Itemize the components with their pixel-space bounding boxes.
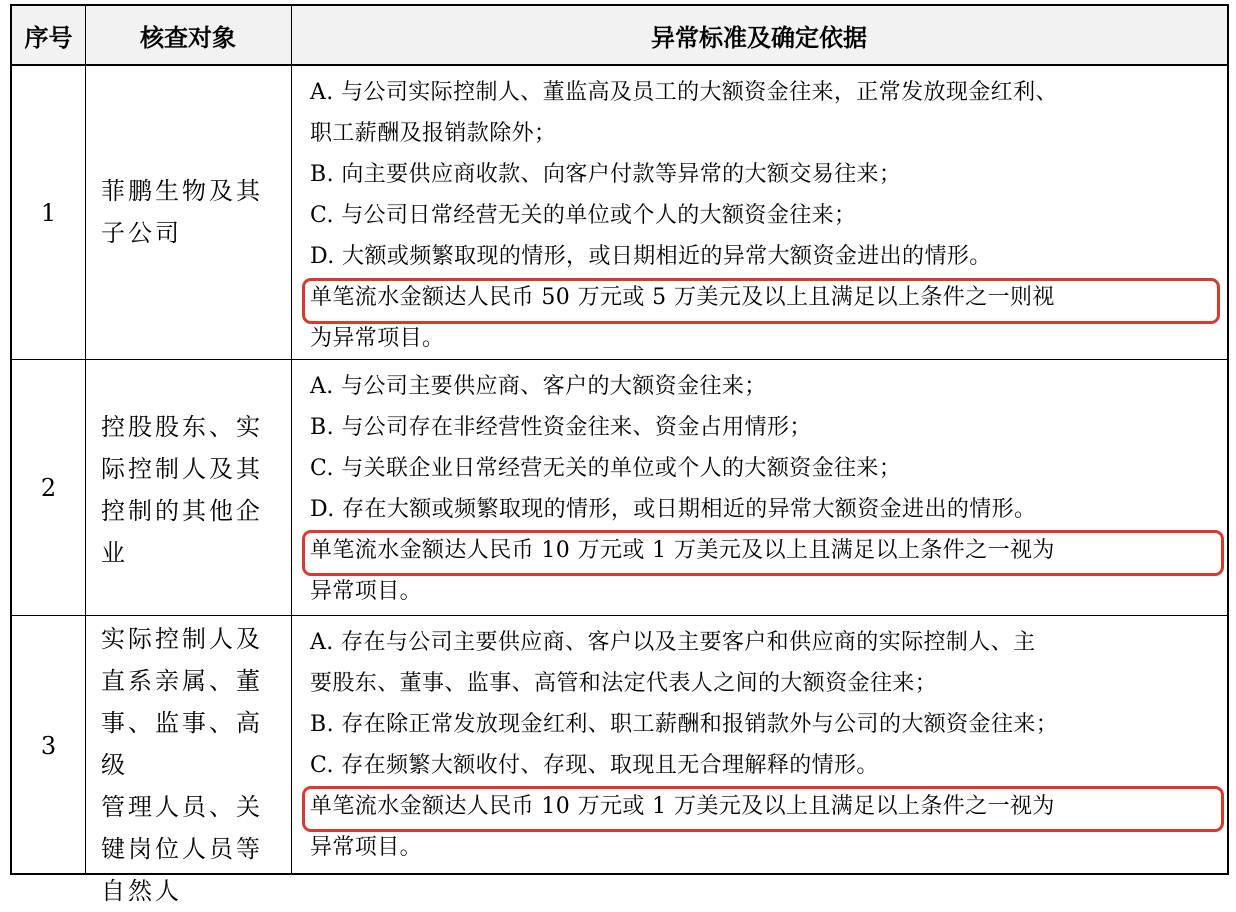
highlight-box bbox=[302, 278, 1220, 324]
criteria-line: C. 存在频繁大额收付、存现、取现且无合理解释的情形。 bbox=[310, 753, 879, 778]
object-line: 自然人 bbox=[101, 877, 182, 905]
criteria-line: 为异常项目。 bbox=[310, 326, 445, 351]
criteria-line: 单笔流水金额达人民币 10 万元或 1 万美元及以上且满足以上条件之一视为 bbox=[310, 538, 1055, 563]
object-line: 控股股东、实 bbox=[101, 413, 263, 441]
criteria-line: 要股东、董事、监事、高管和法定代表人之间的大额资金往来； bbox=[310, 671, 938, 696]
row-divider bbox=[12, 615, 1227, 616]
table-header bbox=[12, 6, 1227, 66]
criteria-line: D. 存在大额或频繁取现的情形，或日期相近的异常大额资金进出的情形。 bbox=[310, 497, 1037, 522]
row-3-seq: 3 bbox=[40, 731, 57, 760]
criteria-line: 职工薪酬及报销款除外； bbox=[310, 121, 557, 146]
row-1-object bbox=[101, 170, 283, 254]
row-divider bbox=[12, 359, 1227, 360]
criteria-line: A. 存在与公司主要供应商、客户以及主要客户和供应商的实际控制人、主 bbox=[310, 630, 1036, 655]
criteria-line: 单笔流水金额达人民币 50 万元或 5 万美元及以上且满足以上条件之一则视 bbox=[310, 285, 1055, 310]
highlight-box bbox=[302, 786, 1224, 832]
object-line: 菲鹏生物及其 bbox=[101, 177, 263, 205]
header-criteria: 异常标准及确定依据 bbox=[651, 22, 867, 52]
criteria-line: 单笔流水金额达人民币 10 万元或 1 万美元及以上且满足以上条件之一视为 bbox=[310, 794, 1055, 819]
row-2-object bbox=[101, 406, 283, 574]
row-3-object bbox=[101, 618, 283, 912]
criteria-line: A. 与公司主要供应商、客户的大额资金往来； bbox=[310, 374, 767, 399]
highlight-box bbox=[302, 530, 1224, 576]
object-line: 管理人员、关 bbox=[101, 793, 263, 821]
row-1-seq: 1 bbox=[40, 198, 57, 227]
verification-table bbox=[10, 4, 1229, 905]
object-line: 子公司 bbox=[101, 219, 182, 247]
criteria-line: D. 大额或频繁取现的情形，或日期相近的异常大额资金进出的情形。 bbox=[310, 244, 992, 269]
column-divider bbox=[291, 6, 292, 873]
criteria-line: B. 与公司存在非经营性资金往来、资金占用情形； bbox=[310, 415, 812, 440]
object-line: 直系亲属、董 bbox=[101, 667, 263, 695]
object-line: 事、监事、高级 bbox=[101, 709, 263, 779]
criteria-line: C. 与关联企业日常经营无关的单位或个人的大额资金往来； bbox=[310, 456, 902, 481]
criteria-line: 异常项目。 bbox=[310, 835, 423, 860]
object-line: 业 bbox=[101, 539, 128, 567]
header-seq: 序号 bbox=[24, 22, 73, 52]
criteria-line: B. 存在除正常发放现金红利、职工薪酬和报销款外与公司的大额资金往来； bbox=[310, 712, 1059, 737]
row-2-seq: 2 bbox=[40, 473, 57, 502]
column-divider bbox=[85, 6, 86, 873]
criteria-line: B. 向主要供应商收款、向客户付款等异常的大额交易往来； bbox=[310, 162, 902, 187]
header-object: 核查对象 bbox=[140, 22, 236, 52]
criteria-line: A. 与公司实际控制人、董监高及员工的大额资金往来，正常发放现金红利、 bbox=[310, 80, 1058, 105]
object-line: 控制的其他企 bbox=[101, 497, 263, 525]
object-line: 键岗位人员等 bbox=[101, 835, 263, 863]
criteria-line: 异常项目。 bbox=[310, 579, 423, 604]
object-line: 实际控制人及 bbox=[101, 625, 263, 653]
criteria-line: C. 与公司日常经营无关的单位或个人的大额资金往来； bbox=[310, 203, 857, 228]
object-line: 际控制人及其 bbox=[101, 455, 263, 483]
